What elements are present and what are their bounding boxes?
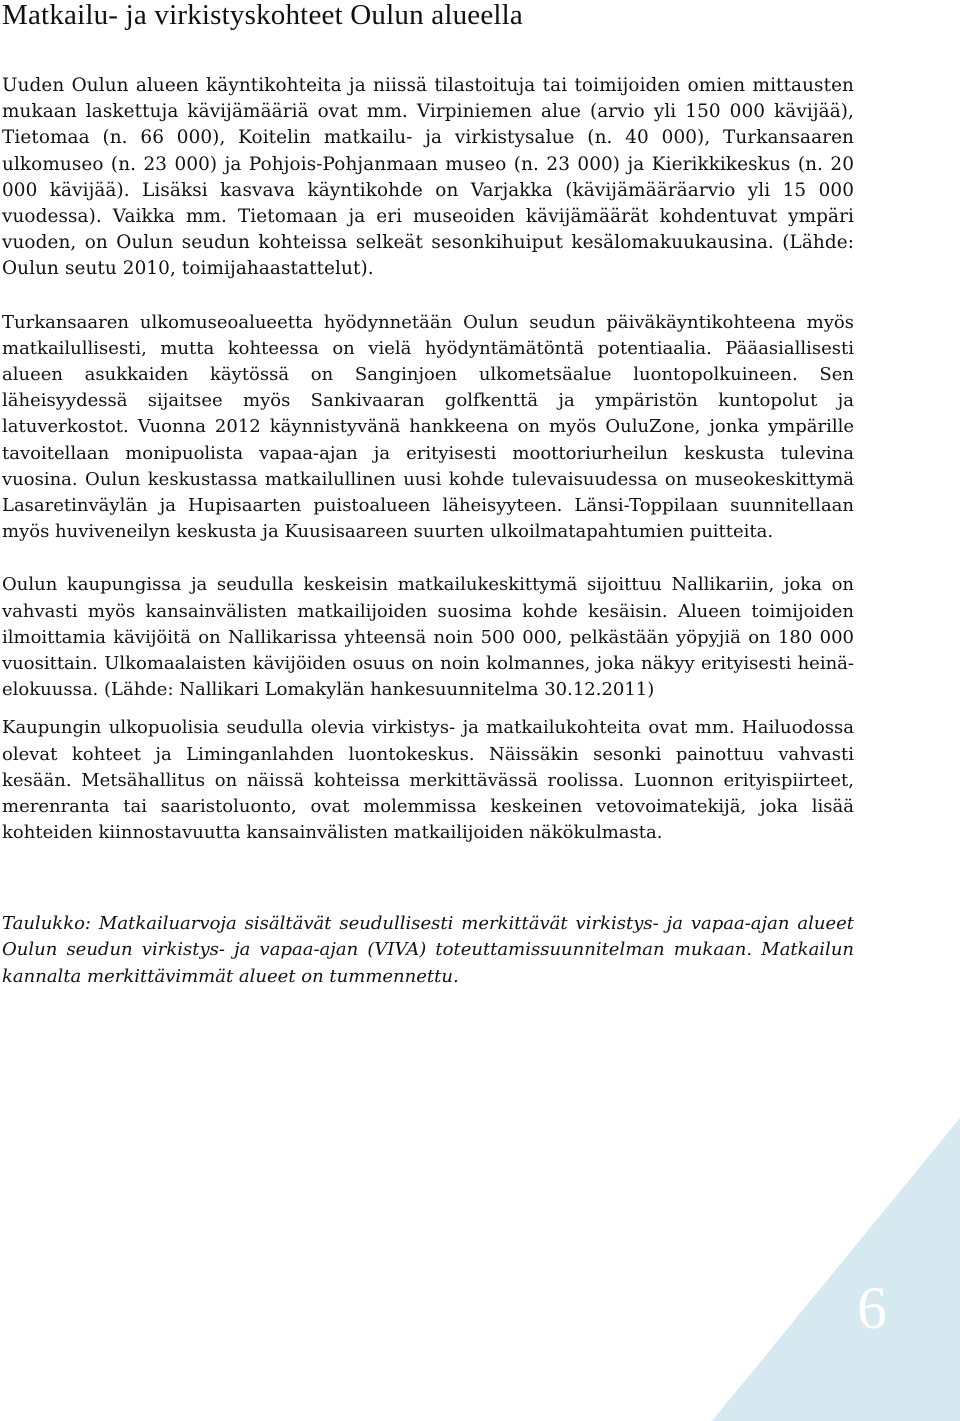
paragraph-turkansaari: Turkansaaren ulkomuseoalueetta hyödynnetään Oulun seudun päiväkäyntikohteena myös matkailullisesti, mutta kohteessa on vielä hyödyntämätöntä potentiaalia. Pääasiallisesti alueen asukkaiden käytössä on Sanginjoen ulkometsäalue luontopolkuineen. Sen läheisyydessä sijaitsee myös Sankivaaran golfkenttä ja ympäristön kuntopolut ja latuverkostot. Vuonna 2012 käynnistyvänä hankkeena on myös OuluZone, jonka ympärille tavoitellaan monipuolista vapaa-ajan ja erityisesti moottoriurheilun keskusta tulevina vuosina. Oulun keskustassa matkailullinen uusi kohde tulevaisuudessa on museokeskittymä Lasaretinväylän ja Hupisaarten puistoalueen läheisyyteen. Länsi-Toppilaan suunnitellaan myös huviveneilyn keskusta ja Kuusisaareen suurten ulkoilmatapahtumien puitteita. bbox=[2, 311, 854, 543]
corner-decoration bbox=[712, 1118, 960, 1421]
paragraph-outlying-destinations: Kaupungin ulkopuolisia seudulla olevia virkistys- ja matkailukohteita ovat mm. Hailuodossa olevat kohteet ja Liminganlahden luontokeskus. Näissäkin sesonki painottuu vahvasti kesään. Metsähallitus on näissä kohteissa merkittävässä roolissa. Luonnon erityispiirteet, merenranta tai saaristoluonto, ovat molemmissa keskeinen vetovoimatekijä, joka lisää kohteiden kiinnostavuutta kansainvälisten matkailijoiden näkökulmasta. bbox=[2, 717, 854, 844]
page-number: 6 bbox=[857, 1275, 887, 1341]
page-title: Matkailu- ja virkistyskohteet Oulun alueella bbox=[2, 0, 524, 31]
table-caption: Taulukko: Matkailuarvoja sisältävät seudullisesti merkittävät virkistys- ja vapaa-ajan alueet Oulun seudun virkistys- ja vapaa-ajan (VIVA) toteuttamissuunnitelman mukaan. Matkailun kannalta merkittävimmät alueet on tummennettu. bbox=[2, 913, 854, 987]
corner-triangle-shape bbox=[712, 1118, 960, 1421]
document-body bbox=[2, 73, 854, 873]
paragraph-nallikari: Oulun kaupungissa ja seudulla keskeisin matkailukeskittymä sijoittuu Nallikariin, joka on vahvasti myös kansainvälisten matkailijoiden suosima kohde kesäisin. Alueen toimijoiden ilmoittamia kävijöitä on Nallikarissa yhteensä noin 500 000, pelkästään yöpyjiä on 180 000 vuosittain. Ulkomaalaisten kävijöiden osuus on noin kolmannes, joka näkyy erityisesti heinä-elokuussa. (Lähde: Nallikari Lomakylän hankesuunnitelma 30.12.2011) bbox=[2, 574, 854, 701]
paragraph-visitor-counts: Uuden Oulun alueen käyntikohteita ja niissä tilastoituja tai toimijoiden omien mittausten mukaan laskettuja kävijämääriä ovat mm. Virpiniemen alue (arvio yli 150 000 kävijää), Tietomaa (n. 66 000), Koitelin matkailu- ja virkistysalue (n. 40 000), Turkansaaren ulkomuseo (n. 23 000) ja Pohjois-Pohjanmaan museo (n. 23 000) ja Kierikkikeskus (n. 20 000 kävijää). Lisäksi kasvava käyntikohde on Varjakka (kävijämääräarvio yli 15 000 vuodessa). Vaikka mm. Tietomaan ja eri museoiden kävijämäärät kohdentuvat ympäri vuoden, on Oulun seudun kohteissa selkeät sesonkihuiput kesälomakuukausina. (Lähde: Oulun seutu 2010, toimijahaastattelut). bbox=[2, 75, 854, 280]
